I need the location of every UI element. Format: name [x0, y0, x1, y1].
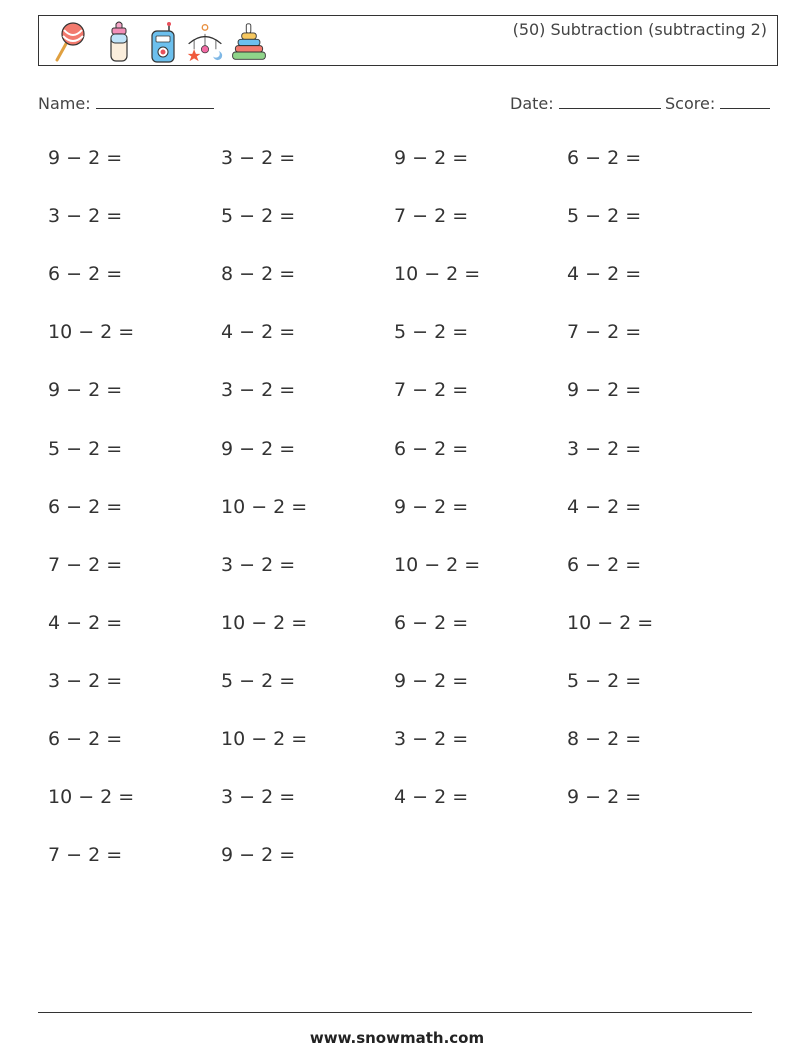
problem-item: 10 − 2 = [221, 496, 308, 518]
problem-item: 5 − 2 = [394, 321, 469, 343]
problem-item: 9 − 2 = [221, 438, 296, 460]
problem-item: 5 − 2 = [221, 205, 296, 227]
problem-item: 7 − 2 = [394, 379, 469, 401]
date-label: Date: [510, 94, 554, 113]
crib-mobile-icon [185, 20, 225, 64]
problem-item: 4 − 2 = [221, 321, 296, 343]
problem-item: 8 − 2 = [567, 728, 642, 750]
problem-item: 10 − 2 = [567, 612, 654, 634]
baby-monitor-icon [143, 20, 183, 64]
name-field [38, 94, 214, 113]
problem-item: 5 − 2 = [567, 205, 642, 227]
problem-item: 9 − 2 = [567, 786, 642, 808]
worksheet-title: (50) Subtraction (subtracting 2) [512, 20, 767, 39]
problem-item: 10 − 2 = [221, 728, 308, 750]
name-label: Name: [38, 94, 91, 113]
problem-item: 9 − 2 = [48, 379, 123, 401]
problem-item: 3 − 2 = [394, 728, 469, 750]
problem-item: 3 − 2 = [48, 205, 123, 227]
problem-item: 5 − 2 = [48, 438, 123, 460]
stacking-rings-icon [229, 20, 269, 64]
problem-item: 3 − 2 = [48, 670, 123, 692]
problem-item: 9 − 2 = [567, 379, 642, 401]
date-field [510, 94, 661, 113]
worksheet-header [38, 15, 778, 66]
problem-item: 7 − 2 = [567, 321, 642, 343]
problem-item: 6 − 2 = [48, 728, 123, 750]
score-blank [720, 94, 770, 109]
problem-item: 5 − 2 = [221, 670, 296, 692]
problem-item: 3 − 2 = [221, 786, 296, 808]
date-blank [559, 94, 661, 109]
footer-url: www.snowmath.com [309, 1029, 485, 1047]
problem-item: 10 − 2 = [221, 612, 308, 634]
problem-item: 10 − 2 = [394, 263, 481, 285]
problem-item: 6 − 2 = [48, 496, 123, 518]
problem-item: 7 − 2 = [48, 844, 123, 866]
name-blank [96, 94, 214, 109]
problem-item: 6 − 2 = [394, 612, 469, 634]
problem-item: 3 − 2 = [221, 147, 296, 169]
problem-item: 3 − 2 = [221, 379, 296, 401]
problem-item: 4 − 2 = [567, 263, 642, 285]
baby-bottle-icon [99, 20, 139, 64]
footer-divider [38, 1012, 752, 1013]
problem-item: 7 − 2 = [394, 205, 469, 227]
problem-item: 4 − 2 = [48, 612, 123, 634]
problem-item: 9 − 2 = [394, 147, 469, 169]
problem-item: 9 − 2 = [48, 147, 123, 169]
problem-item: 6 − 2 = [567, 147, 642, 169]
problem-item: 10 − 2 = [48, 321, 135, 343]
problem-item: 6 − 2 = [567, 554, 642, 576]
problem-item: 9 − 2 = [221, 844, 296, 866]
problem-item: 4 − 2 = [567, 496, 642, 518]
problem-item: 5 − 2 = [567, 670, 642, 692]
problem-item: 9 − 2 = [394, 670, 469, 692]
score-label: Score: [665, 94, 716, 113]
problem-item: 6 − 2 = [394, 438, 469, 460]
problem-item: 9 − 2 = [394, 496, 469, 518]
problem-item: 4 − 2 = [394, 786, 469, 808]
problem-item: 3 − 2 = [567, 438, 642, 460]
score-field [665, 94, 770, 113]
problem-item: 7 − 2 = [48, 554, 123, 576]
lollipop-icon [49, 20, 89, 64]
problem-item: 3 − 2 = [221, 554, 296, 576]
problem-item: 10 − 2 = [394, 554, 481, 576]
problem-item: 8 − 2 = [221, 263, 296, 285]
problem-item: 6 − 2 = [48, 263, 123, 285]
problem-item: 10 − 2 = [48, 786, 135, 808]
